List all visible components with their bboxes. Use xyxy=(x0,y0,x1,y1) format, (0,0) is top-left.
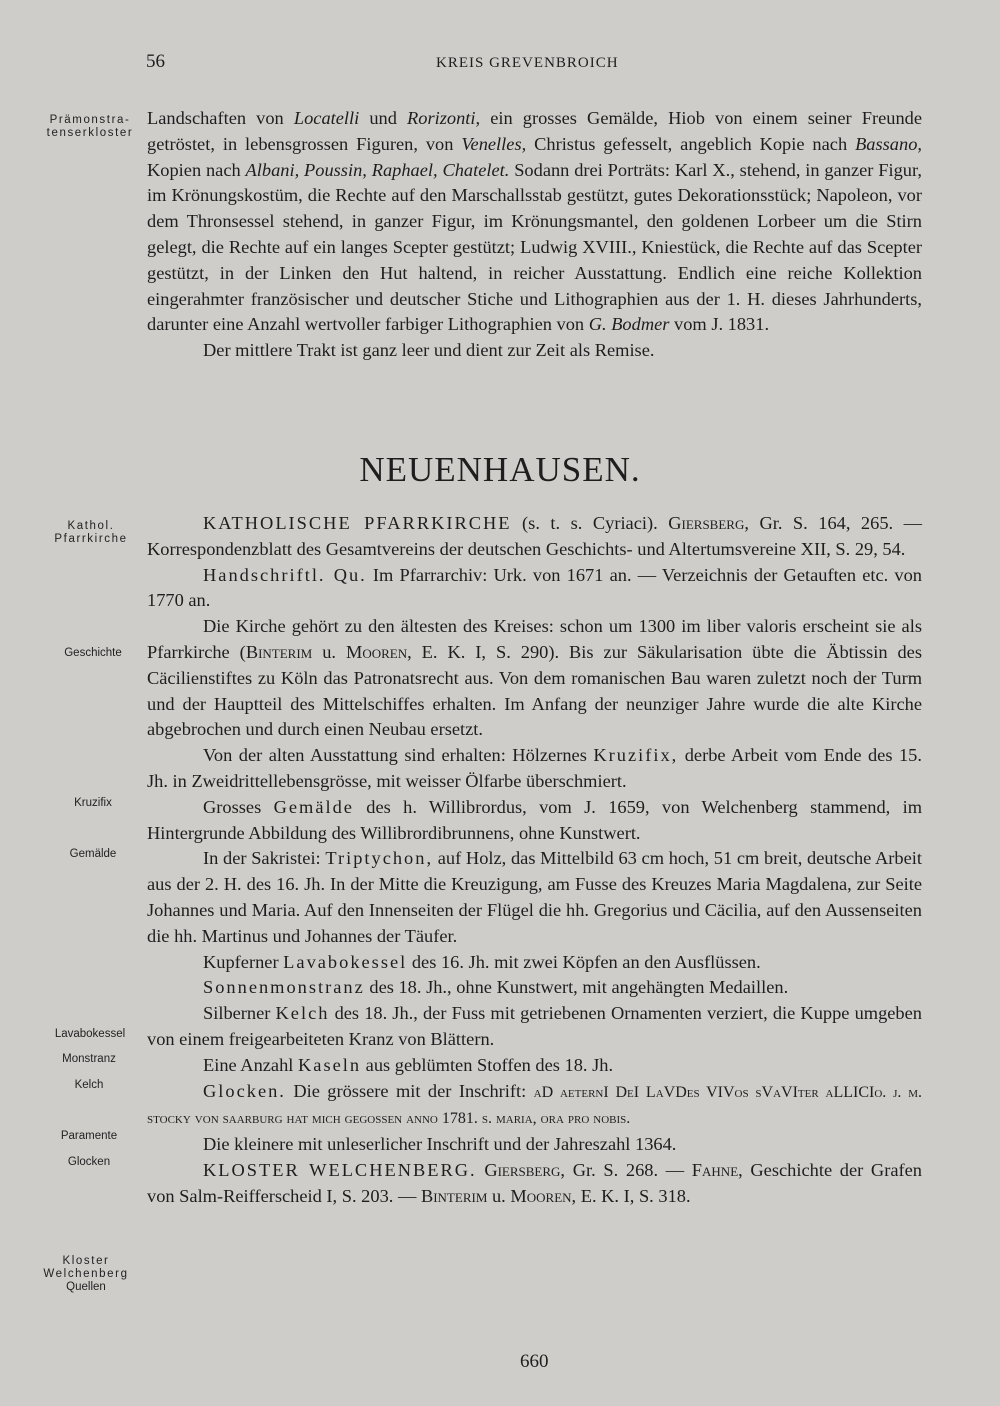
margin-note-kruzifix: Kruzifix xyxy=(74,797,112,809)
paragraph: Handschriftl. Qu. Im Pfarrarchiv: Urk. von 1671 an. — Verzeichnis der Getauften etc. von 1770 an. xyxy=(147,564,922,611)
paragraph: Glocken. Die grössere mit der Inschrift: aD aeternI DeI LaVDes VIVos sVaVIter aLLICIo. j. m. stocky von saarburg hat mich gegossen anno 1781. s. maria, ora pro nobis. xyxy=(147,1080,922,1128)
paragraph: Grosses Gemälde des h. Willibrordus, vom J. 1659, von Welchenberg stammend, im Hintergrunde Abbildung des Willibrordibrunnens, ohne Kunstwert. xyxy=(147,796,922,843)
paragraph: KATHOLISCHE PFARRKIRCHE (s. t. s. Cyriaci). Giersberg, Gr. S. 164, 265. — Korrespondenzblatt des Gesamtvereins der deutschen Geschichts- und Altertumsvereine XII, S. 29, 54. xyxy=(147,513,922,559)
paragraph: Sonnenmonstranz des 18. Jh., ohne Kunstwert, mit angehängten Medaillen. xyxy=(203,977,789,998)
paragraph: Kupferner Lavabokessel des 16. Jh. mit zwei Köpfen an den Ausflüssen. xyxy=(203,951,761,972)
margin-note-lavabokessel: Lavabokessel xyxy=(54,1028,126,1040)
margin-note-kelch: Kelch xyxy=(74,1079,104,1091)
paragraph: Der mittlere Trakt ist ganz leer und dient zur Zeit als Remise. xyxy=(203,340,655,361)
margin-note-quellen: Quellen xyxy=(66,1281,106,1293)
paragraph: Die Kirche gehört zu den ältesten des Kreises: schon um 1300 im liber valoris erscheint sie als Pfarrkirche (Binterim u. Mooren, E. K. I, S. 290). Bis zur Säkularisation übte die Äbtissin des Cäcilienstiftes zu Köln das Patronatsrecht aus. Von dem romanischen Bau waren zuletzt noch der Turm und der Hauptteil des Mittelschiffes erhalten. Im Anfang der neunziger Jahre wurde die alte Kirche abgebrochen und durch einen Neubau ersetzt. xyxy=(147,616,922,740)
paragraph: Eine Anzahl Kaseln aus geblümten Stoffen des 18. Jh. xyxy=(203,1054,614,1075)
margin-note-kathol-pfarrkirche: Kathol. Pfarrkirche xyxy=(54,520,128,545)
paragraph: Silberner Kelch des 18. Jh., der Fuss mit getriebenen Ornamenten verziert, die Kuppe umgeben von einem freigearbeiteten Kranz von Blättern. xyxy=(147,1003,922,1049)
paragraph: In der Sakristei: Triptychon, auf Holz, das Mittelbild 63 cm hoch, 51 cm breit, deutsche Arbeit aus der 2. H. des 16. Jh. In der Mitte die Kreuzigung, am Fusse des Kreuzes Maria Magdalena, zur Seite Johannes und Maria. Auf den Innenseiten der Flügel die hh. Gregorius und Cäcilia, auf den Aussenseiten die hh. Martinus und Johannes der Täufer. xyxy=(147,848,923,946)
page-number: 56 xyxy=(146,51,165,72)
section-heading: NEUENHAUSEN. xyxy=(359,450,641,489)
paragraph: Landschaften von Locatelli und Rorizonti, ein grosses Gemälde, Hiob von einem seiner Freunde getröstet, in lebensgrossen Figuren, von Venelles, Christus gefesselt, angeblich Kopie nach Bassano, Kopien nach Albani, Poussin, Raphael, Chatelet. Sodann drei Porträts: Karl X., stehend, in ganzer Figur, im Krönungskostüm, die Rechte auf den Marschallsstab gestützt, gutes Dekorationsstück; Napoleon, vor dem Thronsessel stehend, in ganzer Figur, im Krönungsmantel, den goldenen Lorbeer um die Stirn gelegt, die Rechte auf ein langes Scepter gestützt; Ludwig XVIII., Kniestück, die Rechte auf das Scepter gestützt, in der Linken den Hut haltend, in reicher Ausstattung. Endlich eine reiche Kollektion eingerahmter französischer und deutscher Stiche und Lithographien aus der 1. H. dieses Jahrhunderts, darunter eine Anzahl wertvoller farbiger Lithographien von G. Bodmer vom J. 1831. xyxy=(147,108,923,335)
margin-note-praemonstratenser: Prämonstra- tenserkloster xyxy=(46,114,134,139)
paragraph: Die kleinere mit unleserlicher Inschrift und der Jahreszahl 1364. xyxy=(203,1134,677,1155)
running-title: KREIS GREVENBROICH xyxy=(436,55,619,71)
margin-note-monstranz: Monstranz xyxy=(62,1053,116,1065)
paragraph: Von der alten Ausstattung sind erhalten: Hölzernes Kruzifix, derbe Arbeit vom Ende des 15. Jh. in Zweidrittellebensgrösse, mit weisser Ölfarbe überschmiert. xyxy=(147,745,922,791)
margin-note-geschichte: Geschichte xyxy=(64,647,122,659)
margin-note-glocken: Glocken xyxy=(67,1156,111,1168)
text-section-praemonstratenser xyxy=(147,106,922,364)
text-section-kirche xyxy=(147,511,922,1210)
paragraph: KLOSTER WELCHENBERG. Giersberg, Gr. S. 268. — Fahne, Geschichte der Grafen von Salm-Reifferscheid I, S. 203. — Binterim u. Mooren, E. K. I, S. 318. xyxy=(147,1159,922,1206)
sheet-number: 660 xyxy=(520,1351,549,1372)
margin-note-gemaelde: Gemälde xyxy=(69,848,117,860)
margin-note-paramente: Paramente xyxy=(60,1130,118,1142)
margin-note-kloster-welchenberg: Kloster Welchenberg Quellen xyxy=(26,1255,146,1294)
